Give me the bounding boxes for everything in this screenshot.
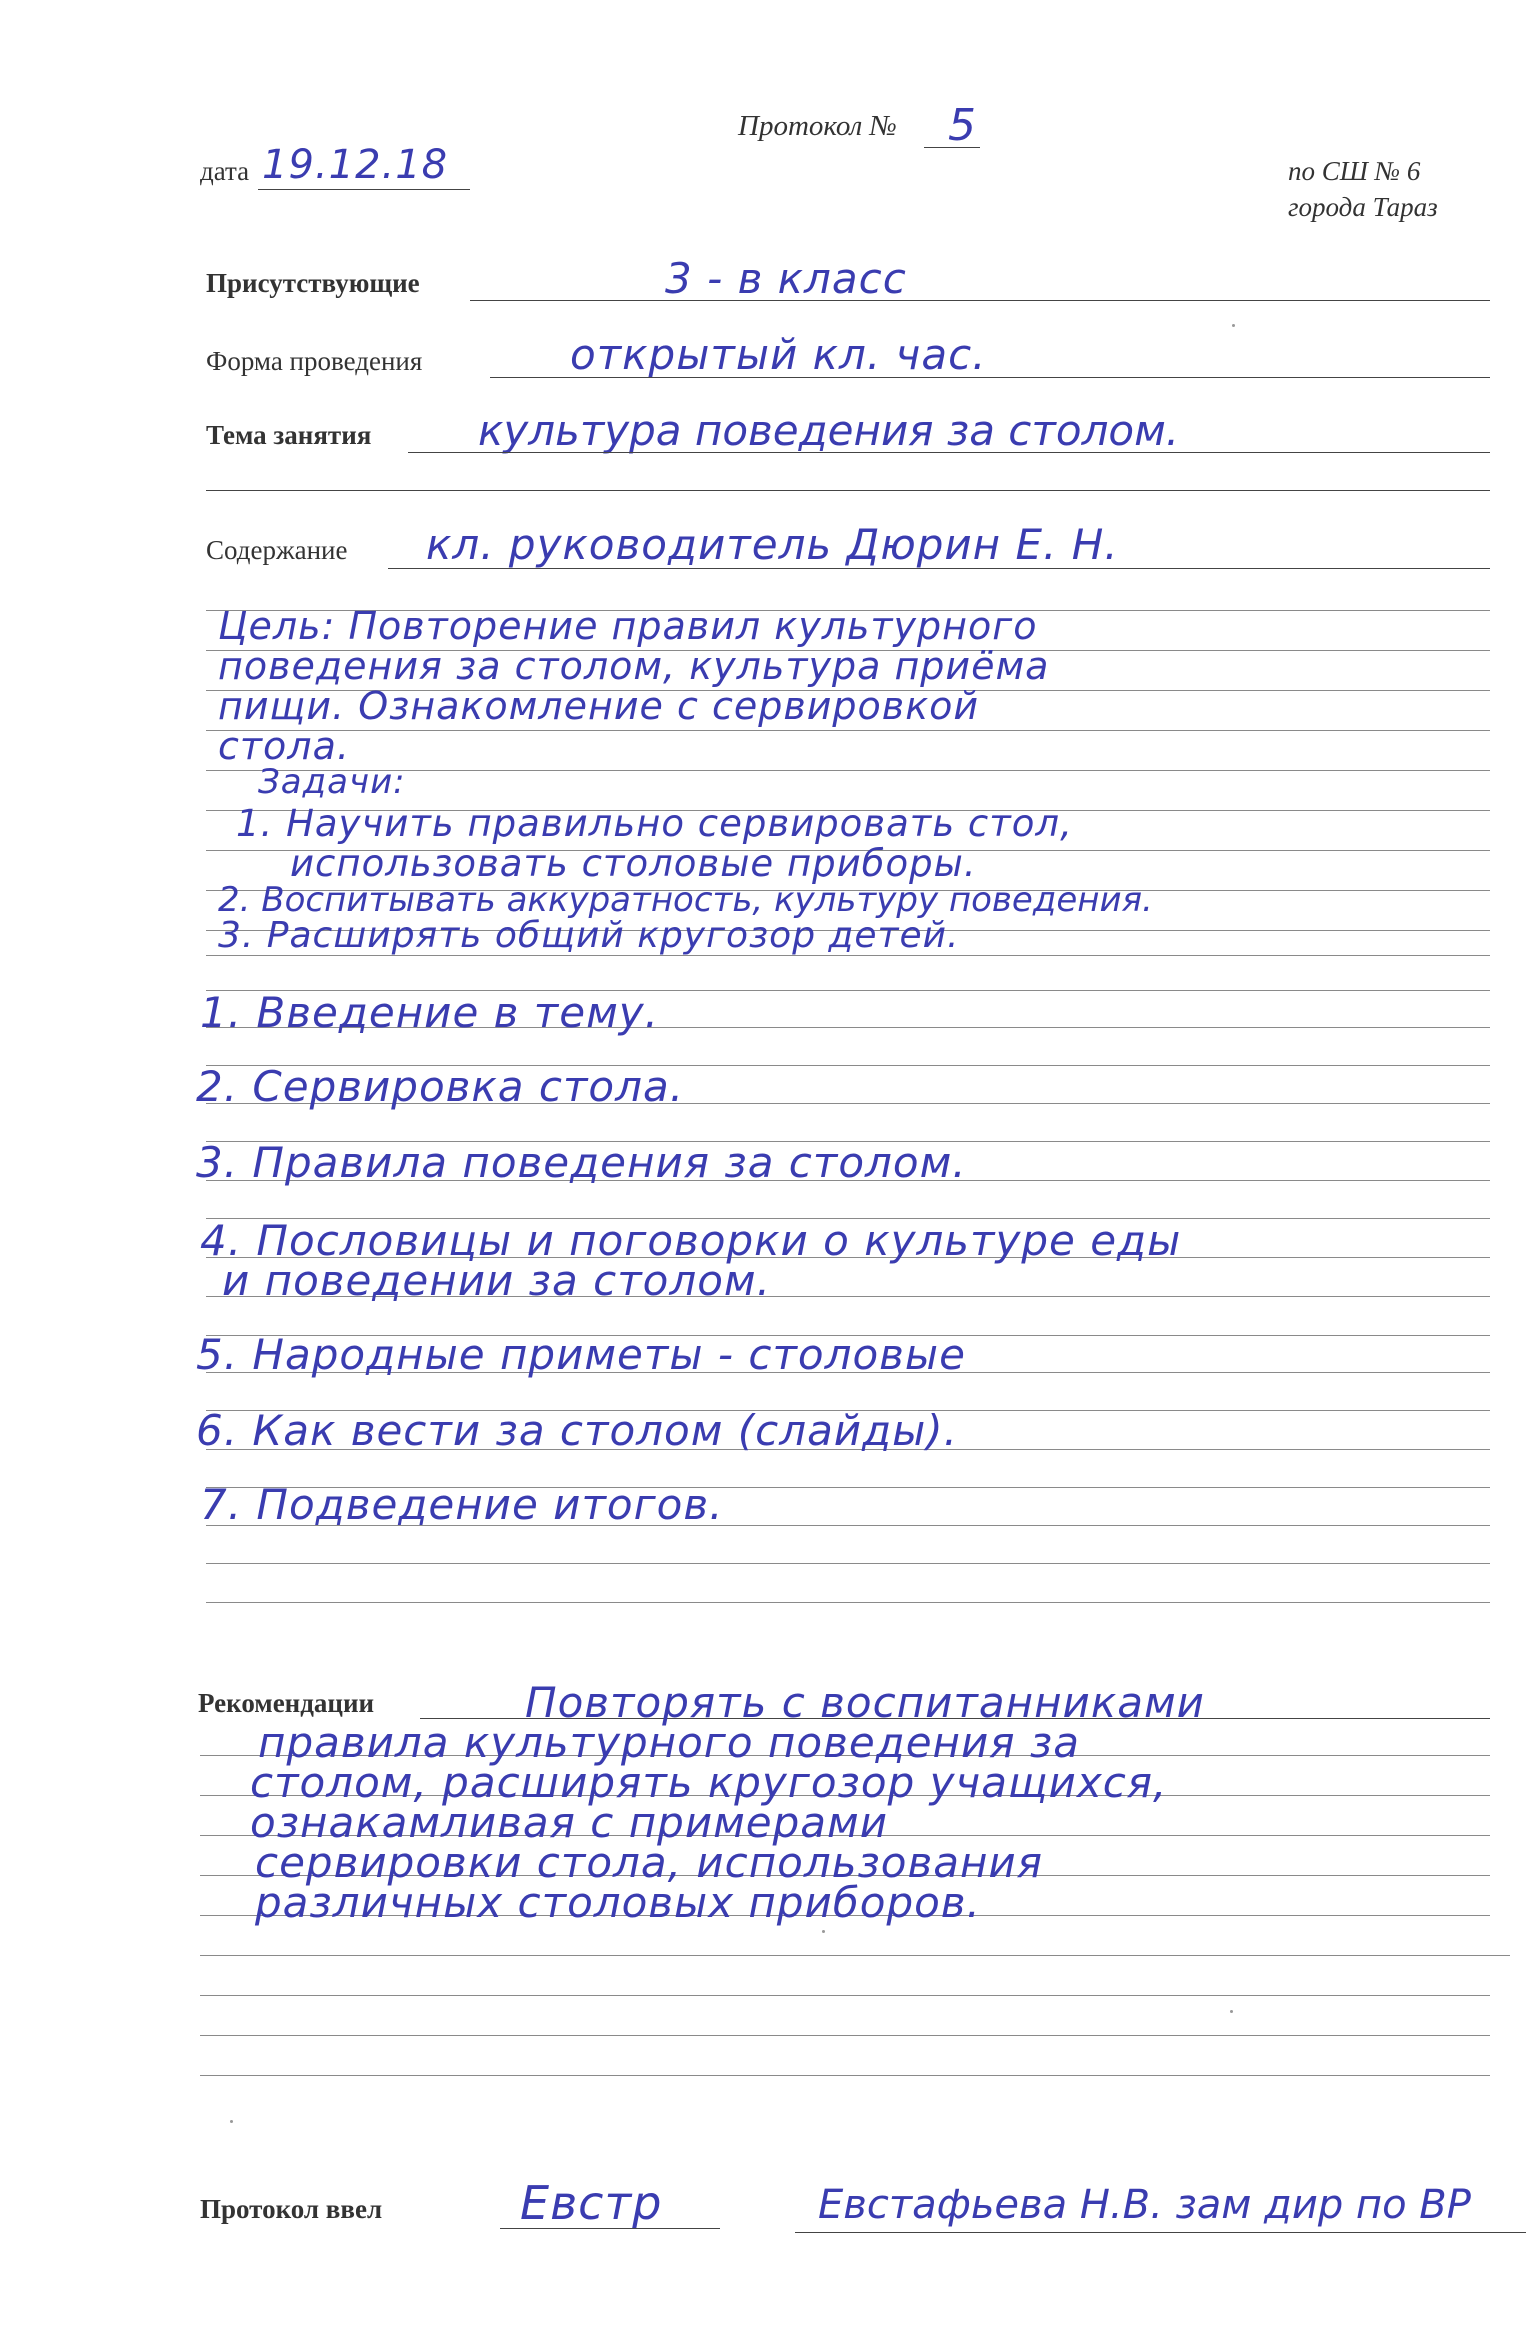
recommendation-line: сервировки стола, использования xyxy=(255,1838,1043,1887)
recommendations-label: Рекомендации xyxy=(198,1688,375,1718)
content-line: пищи. Ознакомление с сервировкой xyxy=(218,684,980,728)
content-line: 3. Расширять общий кругозор детей. xyxy=(218,915,960,956)
attendees-label: Присутствующие xyxy=(206,268,420,298)
content-line: 5. Народные приметы - столовые xyxy=(196,1330,966,1379)
form-label: Форма проведения xyxy=(206,346,423,376)
content-line: и поведении за столом. xyxy=(222,1256,771,1305)
content-line: 2. Воспитывать аккуратность, культуру поведения. xyxy=(218,880,1153,920)
attendees-value: 3 - в класс xyxy=(665,254,907,303)
topic-label: Тема занятия xyxy=(206,420,372,450)
date-label: дата xyxy=(200,156,250,186)
recommendation-line: Повторять с воспитанниками xyxy=(525,1678,1205,1727)
content-line: использовать столовые приборы. xyxy=(290,842,977,885)
form-value: открытый кл. час. xyxy=(570,330,987,379)
school-line-1: по СШ № 6 xyxy=(1288,156,1421,186)
date-value: 19.12.18 xyxy=(262,142,449,188)
content-line: 1. Введение в тему. xyxy=(200,988,659,1037)
content-line: 6. Как вести за столом (слайды). xyxy=(196,1406,959,1455)
recommendation-line: ознакамливая с примерами xyxy=(250,1798,889,1847)
content-line: Цель: Повторение правил культурного xyxy=(218,604,1038,648)
protocol-author-label: Протокол ввел xyxy=(200,2194,383,2224)
content-line: Задачи: xyxy=(258,762,406,802)
content-line: стола. xyxy=(218,724,350,768)
school-line-2: города Тараз xyxy=(1288,192,1438,222)
content-line: 4. Пословицы и поговорки о культуре еды xyxy=(200,1216,1182,1265)
content-value: кл. руководитель Дюрин Е. Н. xyxy=(426,520,1119,569)
content-line: 2. Сервировка стола. xyxy=(196,1062,685,1111)
signature: Евстр xyxy=(520,2176,663,2230)
content-line: 7. Подведение итогов. xyxy=(200,1480,724,1529)
recommendation-line: различных столовых приборов. xyxy=(255,1878,981,1927)
author-name: Евстафьева Н.В. зам дир по ВР xyxy=(818,2182,1471,2228)
topic-value: культура поведения за столом. xyxy=(478,406,1180,455)
content-line: 1. Научить правильно сервировать стол, xyxy=(236,802,1073,845)
recommendation-line: правила культурного поведения за xyxy=(258,1718,1080,1767)
content-line: поведения за столом, культура приёма xyxy=(218,644,1050,688)
protocol-title-label: Протокол № xyxy=(738,110,897,142)
content-label: Содержание xyxy=(206,535,348,565)
protocol-number: 5 xyxy=(948,100,977,151)
recommendation-line: столом, расширять кругозор учащихся, xyxy=(250,1758,1168,1807)
content-line: 3. Правила поведения за столом. xyxy=(196,1138,967,1187)
protocol-title xyxy=(738,110,897,143)
